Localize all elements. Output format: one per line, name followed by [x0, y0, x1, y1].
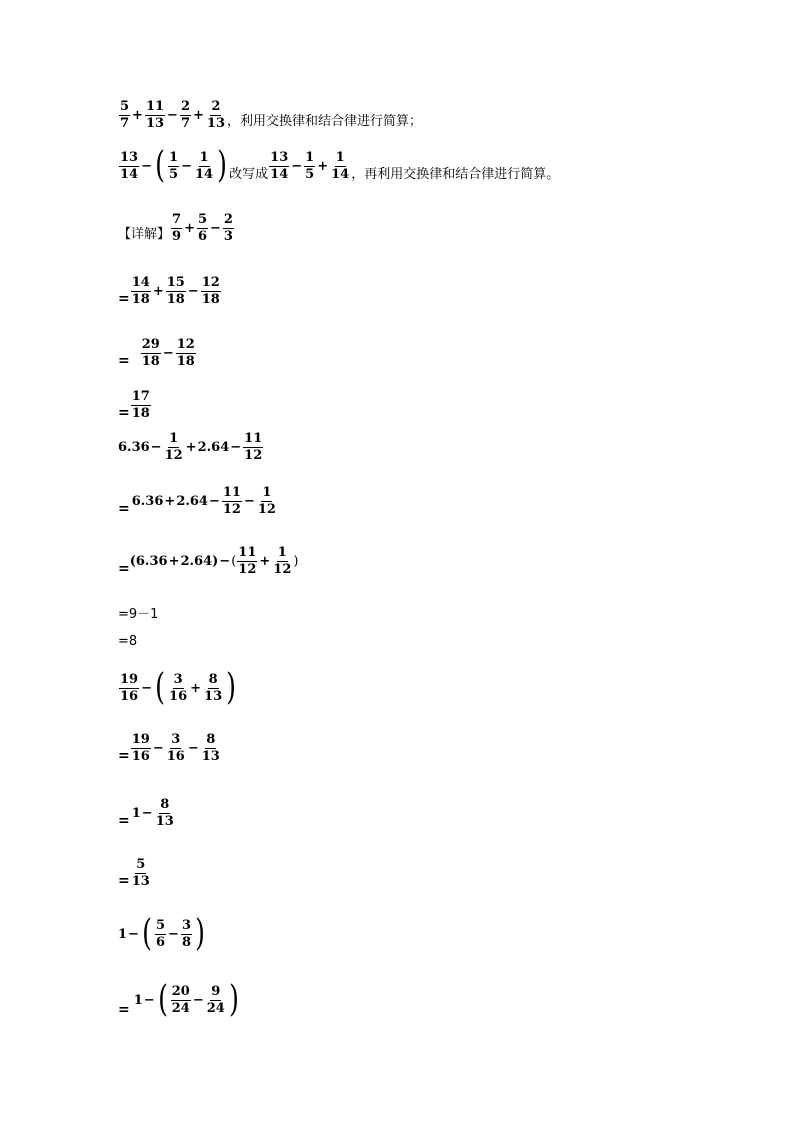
- fraction: $\frac{5}{7}$: [120, 99, 130, 131]
- step-line: = $\frac{14}{18}$ + $\frac{15}{18}$ − $\frac{12}{18}$: [118, 275, 220, 307]
- fraction: $\frac{1}{12}$: [164, 431, 183, 463]
- fraction: $\frac{8}{13}$: [201, 732, 220, 764]
- number: 2.64: [180, 554, 213, 569]
- fraction: $\frac{5}{13}$: [131, 857, 150, 889]
- fraction: $\frac{1}{5}$: [305, 149, 315, 182]
- number: 2.64: [197, 440, 230, 455]
- fraction: $\frac{14}{18}$: [131, 275, 150, 307]
- fraction: $\frac{3}{16}$: [166, 732, 185, 764]
- fraction: $\frac{1}{14}$: [195, 149, 214, 182]
- fraction: $\frac{19}{16}$: [131, 732, 150, 764]
- step-line: = $\frac{19}{16}$ − $\frac{3}{16}$ − $\frac{8}{13}$: [118, 732, 220, 764]
- fraction: $\frac{12}{18}$: [176, 337, 195, 369]
- fraction: $\frac{17}{18}$: [131, 389, 150, 421]
- fraction: $\frac{19}{16}$: [120, 671, 139, 704]
- number: 1: [118, 926, 128, 942]
- number: 1: [133, 992, 143, 1008]
- fraction: $\frac{11}{13}$: [145, 99, 165, 131]
- fraction: $\frac{1}{5}$: [169, 149, 179, 182]
- fraction: $\frac{3}{16}$: [169, 671, 188, 704]
- step-line: = 6.36 + 2.64 − $\frac{11}{12}$ − $\frac{1}{12}$: [118, 485, 276, 517]
- fraction: $\frac{2}{13}$: [206, 99, 225, 131]
- fraction: $\frac{1}{14}$: [331, 149, 350, 182]
- step-line: = ( 6.36 + 2.64 ) − ( $\frac{11}{12}$ + $\frac{1}{12}$ ): [118, 545, 299, 577]
- fraction: $\frac{9}{24}$: [206, 983, 225, 1016]
- step-line: = 1 − ( $\frac{20}{24}$ − $\frac{9}{24}$ ): [118, 979, 239, 1020]
- number: 1: [131, 806, 141, 821]
- detail-line: 【详解】 $\frac{7}{9}$ + $\frac{5}{6}$ − $\frac{2}{3}$: [118, 212, 233, 244]
- fraction: $\frac{8}{13}$: [155, 797, 174, 829]
- step-line: [118, 390, 152, 421]
- detail-label: 【详解】: [118, 227, 171, 242]
- equals-sign: =: [118, 813, 130, 829]
- equals-sign: =: [118, 561, 130, 577]
- number: 2.64: [176, 494, 208, 509]
- equals-sign: =: [118, 1002, 130, 1018]
- explanation-text: 改写成: [229, 167, 269, 182]
- fraction: $\frac{5}{6}$: [197, 212, 208, 244]
- fraction: $\frac{5}{6}$: [156, 917, 166, 950]
- equals-sign: =: [118, 291, 130, 307]
- fraction: $\frac{2}{3}$: [223, 212, 233, 244]
- fraction: $\frac{12}{18}$: [201, 275, 220, 307]
- fraction: $\frac{3}{8}$: [181, 917, 191, 950]
- equals-sign: =: [118, 353, 130, 369]
- expr-line-1: $\frac{5}{7}$ + $\frac{11}{13}$ − $\frac{2}{7}$ + $\frac{2}{13}$ ，利用交换律和结合律进行简算；: [120, 99, 423, 131]
- fraction: $\frac{1}{12}$: [257, 485, 276, 517]
- step-line: = 1 − $\frac{8}{13}$: [118, 797, 174, 829]
- fraction: $\frac{11}{12}$: [222, 485, 241, 517]
- explanation-text: ，再利用交换律和结合律进行简算。: [351, 167, 560, 182]
- equals-sign: =: [118, 501, 130, 517]
- number: 6.36: [135, 554, 168, 569]
- fraction: $\frac{13}{14}$: [270, 149, 289, 182]
- fraction: $\frac{13}{14}$: [120, 149, 139, 182]
- equals-sign: =: [118, 748, 130, 764]
- fraction: $\frac{1}{12}$: [273, 545, 292, 577]
- fraction: $\frac{11}{12}$: [238, 545, 257, 577]
- fraction: $\frac{11}{12}$: [244, 431, 263, 463]
- fraction: $\frac{7}{9}$: [172, 212, 182, 244]
- fraction: $\frac{8}{13}$: [204, 671, 223, 704]
- equals-sign: =: [118, 873, 130, 889]
- number: 6.36: [131, 494, 164, 509]
- step-line: = $\frac{29}{18}$ − $\frac{12}{18}$: [118, 337, 195, 369]
- explanation-text: ，利用交换律和结合律进行简算；: [227, 114, 423, 129]
- fraction: $\frac{15}{18}$: [166, 275, 185, 307]
- step-line: [118, 858, 152, 889]
- equals-sign: =: [118, 405, 130, 421]
- number: 6.36: [118, 440, 150, 455]
- problem-line: 6.36 − $\frac{1}{12}$ + 2.64 − $\frac{11}{12}$: [118, 431, 263, 463]
- expr-line-2: $\frac{13}{14}$ − ( $\frac{1}{5}$ − $\frac{1}{14}$ ) 改写成 $\frac{13}{14}$ − $\frac{1}{5}$ + $\frac{1}{14}$ ，再利用交换律和结合律进行简算。: [120, 145, 560, 186]
- problem-line: $\frac{19}{16}$ − ( $\frac{3}{16}$ + $\frac{8}{13}$ ): [120, 667, 237, 708]
- step-line: =8: [118, 634, 138, 649]
- problem-line: 1 − ( $\frac{5}{6}$ − $\frac{3}{8}$ ): [118, 913, 205, 954]
- fraction: $\frac{29}{18}$: [141, 337, 160, 369]
- fraction: $\frac{20}{24}$: [171, 983, 190, 1016]
- fraction: $\frac{2}{7}$: [180, 99, 190, 131]
- step-line: =9－1: [118, 607, 159, 622]
